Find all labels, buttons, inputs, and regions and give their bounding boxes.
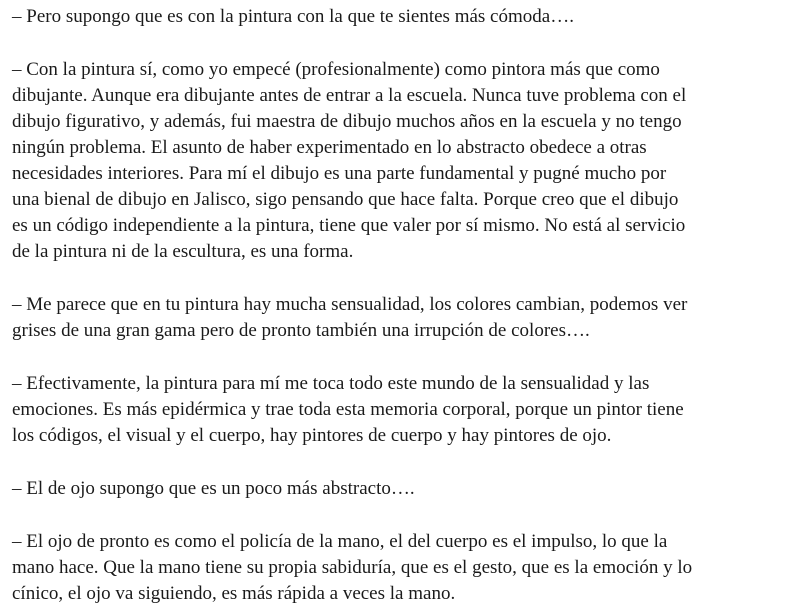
text-line: dibujo figurativo, y además, fui maestra de dibujo muchos años en la escuela y no tengo	[12, 111, 682, 132]
paragraph-answer-3	[12, 529, 800, 607]
text-line: dibujante. Aunque era dibujante antes de entrar a la escuela. Nunca tuve problema con el	[12, 85, 687, 106]
text-line: – Con la pintura sí, como yo empecé (profesionalmente) como pintora más que como	[12, 59, 660, 80]
paragraph-answer-2	[12, 371, 800, 449]
text-line: mano hace. Que la mano tiene su propia sabiduría, que es el gesto, que es la emoción y lo	[12, 557, 693, 578]
text-line: ningún problema. El asunto de haber experimentado en lo abstracto obedece a otras	[12, 137, 647, 158]
text-line: – Efectivamente, la pintura para mí me toca todo este mundo de la sensualidad y las	[12, 373, 650, 394]
text-line: necesidades interiores. Para mí el dibujo es una parte fundamental y pugné mucho por	[12, 163, 667, 184]
paragraph-question-3	[12, 476, 800, 502]
text-line: – Pero supongo que es con la pintura con la que te sientes más cómoda….	[12, 6, 574, 27]
text-line: los códigos, el visual y el cuerpo, hay pintores de cuerpo y hay pintores de ojo.	[12, 425, 612, 446]
text-line: es un código independiente a la pintura, tiene que valer por sí mismo. No está al servicio	[12, 215, 686, 236]
text-line: – Me parece que en tu pintura hay mucha sensualidad, los colores cambian, podemos ver	[12, 294, 688, 315]
text-line: una bienal de dibujo en Jalisco, sigo pensando que hace falta. Porque creo que el dibujo	[12, 189, 679, 210]
text-line: – El de ojo supongo que es un poco más abstracto….	[12, 478, 415, 499]
paragraph-question-2	[12, 292, 800, 344]
paragraph-answer-1	[12, 57, 800, 265]
text-line: cínico, el ojo va siguiendo, es más rápida a veces la mano.	[12, 583, 456, 604]
text-line: emociones. Es más epidérmica y trae toda esta memoria corporal, porque un pintor tiene	[12, 399, 684, 420]
text-line: – El ojo de pronto es como el policía de la mano, el del cuerpo es el impulso, lo que la	[12, 531, 668, 552]
text-line: de la pintura ni de la escultura, es una forma.	[12, 241, 354, 262]
paragraph-question-1	[12, 4, 800, 30]
interview-text	[12, 4, 800, 607]
text-line: grises de una gran gama pero de pronto también una irrupción de colores….	[12, 320, 590, 341]
